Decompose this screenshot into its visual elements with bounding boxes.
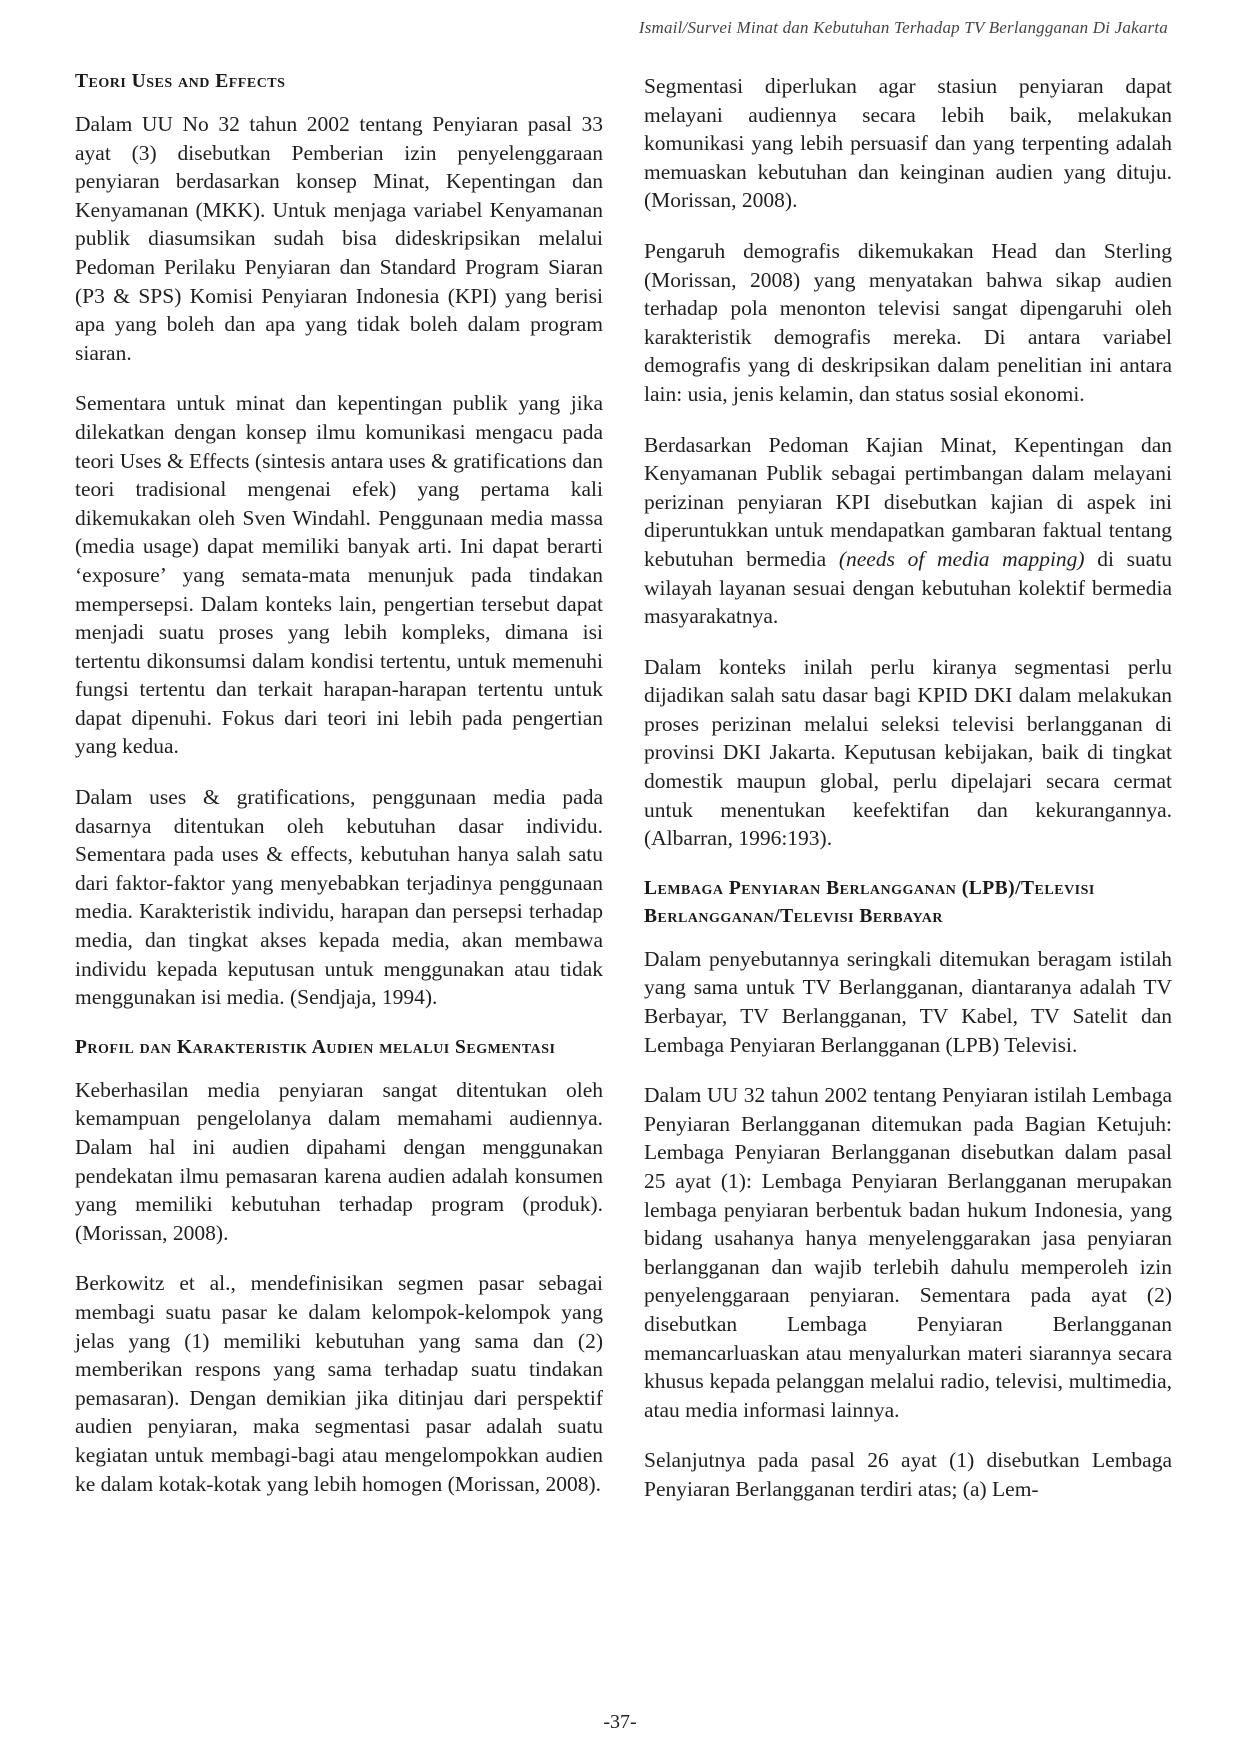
- paragraph: Dalam uses & gratifications, penggunaan media pada dasarnya ditentukan oleh kebutuhan dasar individu. Sementara pada uses & effects, kebutuhan hanya salah satu dari faktor-faktor yang menyebabkan terjadinya penggunaan media. Karakteristik individu, harapan dan persepsi terhadap media, dan tingkat akses kepada media, akan membawa individu kepada keputusan untuk menggunakan atau tidak menggunakan isi media. (Sendjaja, 1994).: [75, 785, 603, 1010]
- left-column: [75, 68, 603, 1520]
- paragraph: [644, 431, 1172, 631]
- page-number: -37-: [603, 1711, 637, 1733]
- paragraph: Sementara untuk minat dan kepentingan publik yang jika dilekatkan dengan konsep ilmu komunikasi mengacu pada teori Uses & Effects (sintesis antara uses & gratifications dan teori tradisional mengenai efek) yang pertama kali dikemukakan oleh Sven Windahl. Penggunaan media massa (media usage) dapat memiliki banyak arti. Ini dapat berarti ‘exposure’ yang semata-mata menunjuk pada tindakan mempersepsi. Dalam konteks lain, pengertian tersebut dapat menjadi suatu proses yang lebih kompleks, dimana isi tertentu dikonsumsi dalam kondisi tertentu, untuk memenuhi fungsi tertentu dan terkait harapan-harapan tertentu untuk dapat dipenuhi. Fokus dari teori ini lebih pada pengertian yang kedua.: [75, 391, 603, 759]
- paragraph-text: di suatu wilayah layanan sesuai dengan kebutuhan kolektif bermedia masyarakatnya.: [644, 546, 1172, 629]
- right-column: [644, 72, 1172, 1526]
- paragraph: Pengaruh demografis dikemukakan Head dan Sterling (Morissan, 2008) yang menyatakan bahwa sikap audien terhadap pola menonton televisi sangat dipengaruhi oleh karakteristik demografis mereka. Di antara variabel demografis yang di deskripsikan dalam penelitian ini antara lain: usia, jenis kelamin, dan status sosial ekonomi.: [644, 238, 1172, 406]
- paragraph-text: Berdasarkan Pedoman Kajian Minat, Kepentingan dan Kenyamanan Publik sebagai pertimbangan dalam melayani perizinan penyiaran KPI disebutkan kajian di aspek ini diperuntukkan untuk mendapatkan gambaran faktual tentang kebutuhan bermedia: [644, 432, 1172, 571]
- paragraph: Keberhasilan media penyiaran sangat ditentukan oleh kemampuan pengelolanya dalam memahami audiennya. Dalam hal ini audien dipahami dengan menggunakan pendekatan ilmu pemasaran karena audien adalah konsumen yang memiliki kebutuhan terhadap program (produk). (Morissan, 2008).: [75, 1077, 603, 1245]
- italic-term: (needs of media mapping): [838, 546, 1085, 571]
- paragraph: Dalam konteks inilah perlu kiranya segmentasi perlu dijadikan salah satu dasar bagi KPID DKI dalam melakukan proses perizinan melalui seleksi televisi berlangganan di provinsi DKI Jakarta. Keputusan kebijakan, baik di tingkat domestik maupun global, perlu dipelajari secara cermat untuk menentukan keefektifan dan kekurangannya. (Albarran, 1996:193).: [644, 654, 1172, 851]
- section-heading-lpb: Lembaga Penyiaran Berlangganan (LPB)/Televisi Berlangganan/Televisi Berbayar: [644, 877, 1095, 927]
- paragraph: Dalam UU No 32 tahun 2002 tentang Penyiaran pasal 33 ayat (3) disebutkan Pemberian izin penyelenggaraan penyiaran berdasarkan konsep Minat, Kepentingan dan Kenyamanan (MKK). Untuk menjaga variabel Kenyamanan publik diasumsikan sudah bisa dideskripsikan melalui Pedoman Perilaku Penyiaran dan Standard Program Siaran (P3 & SPS) Komisi Penyiaran Indonesia (KPI) yang berisi apa yang boleh dan apa yang tidak boleh dalam program siaran.: [75, 112, 603, 365]
- paragraph: Dalam UU 32 tahun 2002 tentang Penyiaran istilah Lembaga Penyiaran Berlangganan ditemukan pada Bagian Ketujuh: Lembaga Penyiaran Berlangganan disebutkan dalam pasal 25 ayat (1): Lembaga Penyiaran Berlangganan merupakan lembaga penyiaran berbentuk badan hukum Indonesia, yang bidang usahanya hanya menyelenggarakan jasa penyiaran berlangganan dan wajib terlebih dahulu memperoleh izin penyelenggaraan penyiaran. Sementara pada ayat (2) disebutkan Lembaga Penyiaran Berlangganan memancarluaskan atau menyalurkan materi siarannya secara khusus kepada pelanggan melalui radio, televisi, multimedia, atau media informasi lainnya.: [644, 1083, 1172, 1422]
- paragraph: Segmentasi diperlukan agar stasiun penyiaran dapat melayani audiennya secara lebih baik, melakukan komunikasi yang lebih persuasif dan yang terpenting adalah memuaskan kebutuhan dan keinginan audien yang dituju. (Morissan, 2008).: [644, 74, 1172, 213]
- section-heading-profil-audien: Profil dan Karakteristik Audien melalui Segmentasi: [75, 1036, 556, 1058]
- paragraph: Berkowitz et al., mendefinisikan segmen pasar sebagai membagi suatu pasar ke dalam kelompok-kelompok yang jelas yang (1) memiliki kebutuhan yang sama dan (2) memberikan respons yang sama terhadap suatu tindakan pemasaran). Dengan demikian jika ditinjau dari perspektif audien penyiaran, maka segmentasi pasar adalah suatu kegiatan untuk membagi-bagi atau mengelompokkan audien ke dalam kotak-kotak yang lebih homogen (Morissan, 2008).: [75, 1271, 603, 1496]
- paragraph: Dalam penyebutannya seringkali ditemukan beragam istilah yang sama untuk TV Berlangganan, diantaranya adalah TV Berbayar, TV Berlangganan, TV Kabel, TV Satelit dan Lembaga Penyiaran Berlangganan (LPB) Televisi.: [644, 946, 1172, 1057]
- paragraph: Selanjutnya pada pasal 26 ayat (1) disebutkan Lembaga Penyiaran Berlangganan terdiri atas; (a) Lem-: [644, 1448, 1172, 1501]
- section-heading-uses-effects: Teori Uses and Effects: [75, 71, 286, 92]
- running-head: Ismail/Survei Minat dan Kebutuhan Terhadap TV Berlangganan Di Jakarta: [638, 18, 1168, 37]
